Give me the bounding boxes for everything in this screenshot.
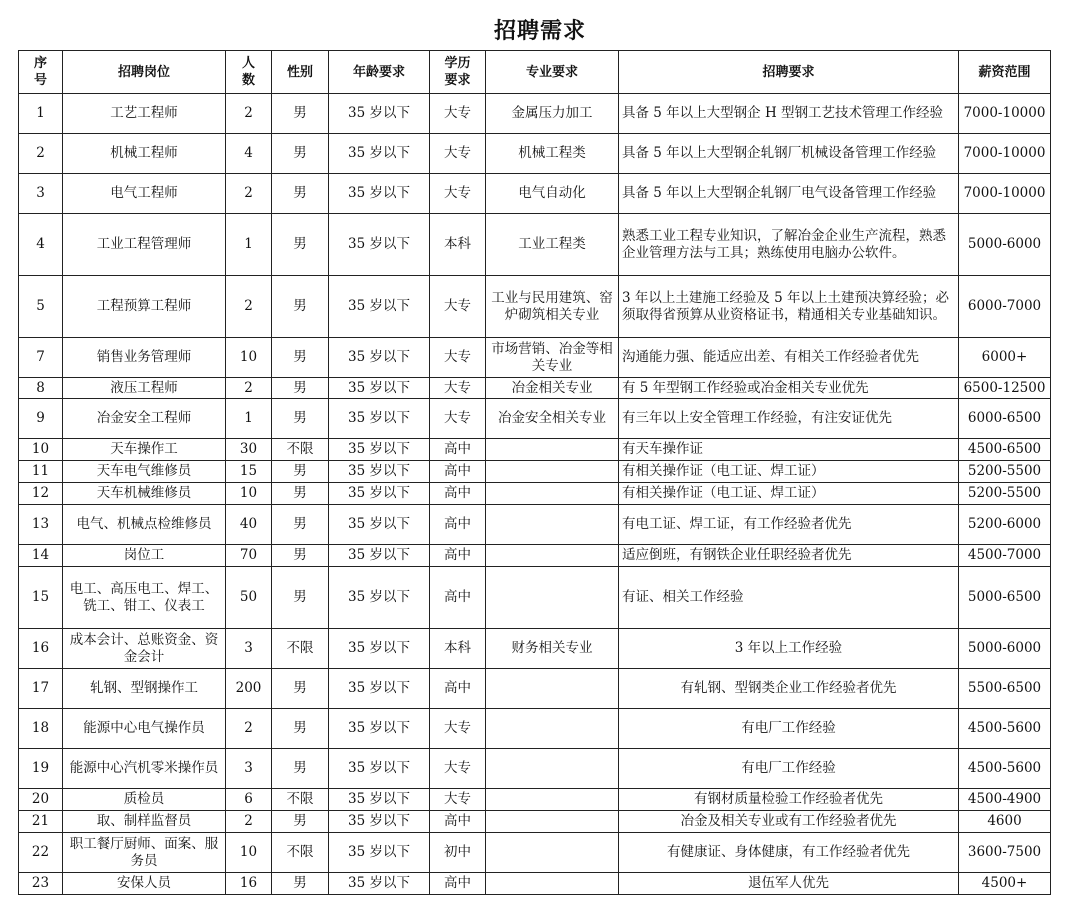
table-row [19, 811, 1051, 833]
count-cell: 200 [226, 669, 272, 709]
major-cell [486, 811, 619, 833]
age-cell: 35 岁以下 [329, 789, 430, 811]
count-cell: 2 [226, 94, 272, 134]
position-cell: 质检员 [63, 789, 226, 811]
count-cell: 70 [226, 545, 272, 567]
header-count: 人 数 [226, 51, 272, 94]
position-cell: 天车机械维修员 [63, 483, 226, 505]
count-cell: 1 [226, 399, 272, 439]
education-cell: 初中 [430, 833, 486, 873]
row-number: 9 [19, 399, 63, 439]
row-number: 14 [19, 545, 63, 567]
count-cell: 1 [226, 214, 272, 276]
salary-cell: 6000-6500 [959, 399, 1051, 439]
table-row [19, 629, 1051, 669]
count-cell: 30 [226, 439, 272, 461]
table-row [19, 789, 1051, 811]
position-cell: 销售业务管理师 [63, 338, 226, 378]
requirements-cell: 有健康证、身体健康，有工作经验者优先 [619, 833, 959, 873]
count-cell: 40 [226, 505, 272, 545]
age-cell: 35 岁以下 [329, 399, 430, 439]
header-no: 序 号 [19, 51, 63, 94]
education-cell: 高中 [430, 567, 486, 629]
education-cell: 大专 [430, 338, 486, 378]
salary-cell: 4500-7000 [959, 545, 1051, 567]
position-cell: 天车电气维修员 [63, 461, 226, 483]
education-cell: 大专 [430, 399, 486, 439]
gender-cell: 不限 [272, 833, 329, 873]
requirements-cell: 冶金及相关专业或有工作经验者优先 [619, 811, 959, 833]
salary-cell: 5200-5500 [959, 461, 1051, 483]
requirements-cell: 熟悉工业工程专业知识，了解冶金企业生产流程，熟悉企业管理方法与工具；熟练使用电脑办公软件。 [619, 214, 959, 276]
age-cell: 35 岁以下 [329, 629, 430, 669]
table-row [19, 338, 1051, 378]
salary-cell: 5000-6500 [959, 567, 1051, 629]
count-cell: 50 [226, 567, 272, 629]
page-title: 招聘需求 [493, 19, 586, 44]
table-row [19, 567, 1051, 629]
count-cell: 10 [226, 338, 272, 378]
header-gender: 性别 [272, 51, 329, 94]
position-cell: 工业工程管理师 [63, 214, 226, 276]
table-row [19, 709, 1051, 749]
position-cell: 能源中心汽机零米操作员 [63, 749, 226, 789]
education-cell: 大专 [430, 789, 486, 811]
header-salary: 薪资范围 [959, 51, 1051, 94]
salary-cell: 5000-6000 [959, 214, 1051, 276]
education-cell: 本科 [430, 214, 486, 276]
gender-cell: 男 [272, 338, 329, 378]
position-cell: 工艺工程师 [63, 94, 226, 134]
education-cell: 大专 [430, 134, 486, 174]
education-cell: 大专 [430, 749, 486, 789]
major-cell [486, 545, 619, 567]
table-row [19, 174, 1051, 214]
table-row [19, 276, 1051, 338]
gender-cell: 男 [272, 873, 329, 895]
major-cell [486, 833, 619, 873]
salary-cell: 6000+ [959, 338, 1051, 378]
count-cell: 2 [226, 174, 272, 214]
table-row [19, 873, 1051, 895]
requirements-cell: 有天车操作证 [619, 439, 959, 461]
requirements-cell: 有相关操作证（电工证、焊工证） [619, 461, 959, 483]
gender-cell: 男 [272, 174, 329, 214]
age-cell: 35 岁以下 [329, 709, 430, 749]
education-cell: 高中 [430, 545, 486, 567]
table-row [19, 399, 1051, 439]
education-cell: 高中 [430, 873, 486, 895]
requirements-cell: 沟通能力强、能适应出差、有相关工作经验者优先 [619, 338, 959, 378]
education-cell: 高中 [430, 439, 486, 461]
row-number: 22 [19, 833, 63, 873]
major-cell [486, 461, 619, 483]
major-cell: 电气自动化 [486, 174, 619, 214]
table-header-row [19, 51, 1051, 94]
salary-cell: 3600-7500 [959, 833, 1051, 873]
table-row [19, 545, 1051, 567]
requirements-cell: 3 年以上土建施工经验及 5 年以上土建预决算经验；必须取得省预算从业资格证书，精通相关专业基础知识。 [619, 276, 959, 338]
major-cell: 财务相关专业 [486, 629, 619, 669]
position-cell: 安保人员 [63, 873, 226, 895]
age-cell: 35 岁以下 [329, 545, 430, 567]
requirements-cell: 有轧钢、型钢类企业工作经验者优先 [619, 669, 959, 709]
education-cell: 大专 [430, 709, 486, 749]
age-cell: 35 岁以下 [329, 505, 430, 545]
row-number: 16 [19, 629, 63, 669]
gender-cell: 不限 [272, 439, 329, 461]
gender-cell: 男 [272, 214, 329, 276]
age-cell: 35 岁以下 [329, 833, 430, 873]
requirements-cell: 适应倒班，有钢铁企业任职经验者优先 [619, 545, 959, 567]
row-number: 8 [19, 378, 63, 399]
count-cell: 10 [226, 483, 272, 505]
table-row [19, 483, 1051, 505]
row-number: 13 [19, 505, 63, 545]
count-cell: 2 [226, 709, 272, 749]
education-cell: 大专 [430, 276, 486, 338]
table-row [19, 749, 1051, 789]
salary-cell: 4500-5600 [959, 749, 1051, 789]
age-cell: 35 岁以下 [329, 811, 430, 833]
row-number: 10 [19, 439, 63, 461]
education-cell: 高中 [430, 483, 486, 505]
requirements-cell: 有钢材质量检验工作经验者优先 [619, 789, 959, 811]
row-number: 21 [19, 811, 63, 833]
major-cell: 冶金安全相关专业 [486, 399, 619, 439]
row-number: 3 [19, 174, 63, 214]
age-cell: 35 岁以下 [329, 483, 430, 505]
row-number: 23 [19, 873, 63, 895]
row-number: 4 [19, 214, 63, 276]
salary-cell: 6500-12500 [959, 378, 1051, 399]
salary-cell: 7000-10000 [959, 94, 1051, 134]
count-cell: 6 [226, 789, 272, 811]
count-cell: 2 [226, 811, 272, 833]
requirements-cell: 有电工证、焊工证，有工作经验者优先 [619, 505, 959, 545]
table-row [19, 833, 1051, 873]
gender-cell: 男 [272, 545, 329, 567]
position-cell: 职工餐厅厨师、面案、服务员 [63, 833, 226, 873]
gender-cell: 男 [272, 749, 329, 789]
position-cell: 电气、机械点检维修员 [63, 505, 226, 545]
requirements-cell: 具备 5 年以上大型钢企轧钢厂机械设备管理工作经验 [619, 134, 959, 174]
major-cell: 工业与民用建筑、窑炉砌筑相关专业 [486, 276, 619, 338]
table-row [19, 461, 1051, 483]
major-cell: 市场营销、冶金等相关专业 [486, 338, 619, 378]
recruitment-table [18, 50, 1051, 895]
salary-cell: 4500+ [959, 873, 1051, 895]
salary-cell: 5200-5500 [959, 483, 1051, 505]
requirements-cell: 具备 5 年以上大型钢企轧钢厂电气设备管理工作经验 [619, 174, 959, 214]
gender-cell: 男 [272, 505, 329, 545]
major-cell [486, 483, 619, 505]
salary-cell: 4500-6500 [959, 439, 1051, 461]
gender-cell: 男 [272, 567, 329, 629]
salary-cell: 4600 [959, 811, 1051, 833]
position-cell: 电工、高压电工、焊工、铣工、钳工、仪表工 [63, 567, 226, 629]
age-cell: 35 岁以下 [329, 94, 430, 134]
gender-cell: 男 [272, 461, 329, 483]
gender-cell: 不限 [272, 629, 329, 669]
major-cell [486, 749, 619, 789]
age-cell: 35 岁以下 [329, 669, 430, 709]
age-cell: 35 岁以下 [329, 461, 430, 483]
gender-cell: 男 [272, 709, 329, 749]
major-cell: 工业工程类 [486, 214, 619, 276]
major-cell: 金属压力加工 [486, 94, 619, 134]
age-cell: 35 岁以下 [329, 378, 430, 399]
education-cell: 大专 [430, 94, 486, 134]
row-number: 17 [19, 669, 63, 709]
position-cell: 取、制样监督员 [63, 811, 226, 833]
requirements-cell: 3 年以上工作经验 [619, 629, 959, 669]
row-number: 20 [19, 789, 63, 811]
requirements-cell: 有相关操作证（电工证、焊工证） [619, 483, 959, 505]
row-number: 2 [19, 134, 63, 174]
position-cell: 工程预算工程师 [63, 276, 226, 338]
count-cell: 15 [226, 461, 272, 483]
salary-cell: 5200-6000 [959, 505, 1051, 545]
row-number: 7 [19, 338, 63, 378]
age-cell: 35 岁以下 [329, 338, 430, 378]
requirements-cell: 有三年以上安全管理工作经验，有注安证优先 [619, 399, 959, 439]
requirements-cell: 有电厂工作经验 [619, 749, 959, 789]
table-row [19, 378, 1051, 399]
row-number: 11 [19, 461, 63, 483]
gender-cell: 不限 [272, 789, 329, 811]
position-cell: 成本会计、总账资金、资金会计 [63, 629, 226, 669]
header-age: 年龄要求 [329, 51, 430, 94]
requirements-cell: 有证、相关工作经验 [619, 567, 959, 629]
major-cell [486, 439, 619, 461]
gender-cell: 男 [272, 811, 329, 833]
major-cell: 机械工程类 [486, 134, 619, 174]
education-cell: 高中 [430, 811, 486, 833]
salary-cell: 7000-10000 [959, 134, 1051, 174]
row-number: 12 [19, 483, 63, 505]
position-cell: 机械工程师 [63, 134, 226, 174]
salary-cell: 5000-6000 [959, 629, 1051, 669]
age-cell: 35 岁以下 [329, 174, 430, 214]
position-cell: 天车操作工 [63, 439, 226, 461]
row-number: 1 [19, 94, 63, 134]
major-cell [486, 505, 619, 545]
gender-cell: 男 [272, 276, 329, 338]
age-cell: 35 岁以下 [329, 439, 430, 461]
count-cell: 2 [226, 378, 272, 399]
table-row [19, 669, 1051, 709]
count-cell: 10 [226, 833, 272, 873]
major-cell: 冶金相关专业 [486, 378, 619, 399]
gender-cell: 男 [272, 399, 329, 439]
requirements-cell: 退伍军人优先 [619, 873, 959, 895]
row-number: 19 [19, 749, 63, 789]
position-cell: 岗位工 [63, 545, 226, 567]
requirements-cell: 有电厂工作经验 [619, 709, 959, 749]
header-education: 学历 要求 [430, 51, 486, 94]
table-row [19, 134, 1051, 174]
header-position: 招聘岗位 [63, 51, 226, 94]
position-cell: 电气工程师 [63, 174, 226, 214]
table-row [19, 94, 1051, 134]
age-cell: 35 岁以下 [329, 749, 430, 789]
salary-cell: 6000-7000 [959, 276, 1051, 338]
count-cell: 3 [226, 749, 272, 789]
row-number: 5 [19, 276, 63, 338]
salary-cell: 4500-4900 [959, 789, 1051, 811]
count-cell: 4 [226, 134, 272, 174]
header-major: 专业要求 [486, 51, 619, 94]
gender-cell: 男 [272, 483, 329, 505]
gender-cell: 男 [272, 94, 329, 134]
salary-cell: 7000-10000 [959, 174, 1051, 214]
position-cell: 冶金安全工程师 [63, 399, 226, 439]
gender-cell: 男 [272, 669, 329, 709]
row-number: 15 [19, 567, 63, 629]
position-cell: 能源中心电气操作员 [63, 709, 226, 749]
requirements-cell: 有 5 年型钢工作经验或冶金相关专业优先 [619, 378, 959, 399]
gender-cell: 男 [272, 134, 329, 174]
education-cell: 高中 [430, 461, 486, 483]
count-cell: 16 [226, 873, 272, 895]
salary-cell: 5500-6500 [959, 669, 1051, 709]
age-cell: 35 岁以下 [329, 134, 430, 174]
major-cell [486, 567, 619, 629]
row-number: 18 [19, 709, 63, 749]
education-cell: 高中 [430, 669, 486, 709]
age-cell: 35 岁以下 [329, 873, 430, 895]
age-cell: 35 岁以下 [329, 567, 430, 629]
major-cell [486, 709, 619, 749]
header-requirements: 招聘要求 [619, 51, 959, 94]
position-cell: 液压工程师 [63, 378, 226, 399]
age-cell: 35 岁以下 [329, 276, 430, 338]
education-cell: 大专 [430, 378, 486, 399]
position-cell: 轧钢、型钢操作工 [63, 669, 226, 709]
count-cell: 2 [226, 276, 272, 338]
table-row [19, 505, 1051, 545]
age-cell: 35 岁以下 [329, 214, 430, 276]
major-cell [486, 789, 619, 811]
major-cell [486, 669, 619, 709]
table-row [19, 214, 1051, 276]
education-cell: 高中 [430, 505, 486, 545]
education-cell: 本科 [430, 629, 486, 669]
education-cell: 大专 [430, 174, 486, 214]
major-cell [486, 873, 619, 895]
gender-cell: 男 [272, 378, 329, 399]
requirements-cell: 具备 5 年以上大型钢企 H 型钢工艺技术管理工作经验 [619, 94, 959, 134]
salary-cell: 4500-5600 [959, 709, 1051, 749]
table-row [19, 439, 1051, 461]
count-cell: 3 [226, 629, 272, 669]
